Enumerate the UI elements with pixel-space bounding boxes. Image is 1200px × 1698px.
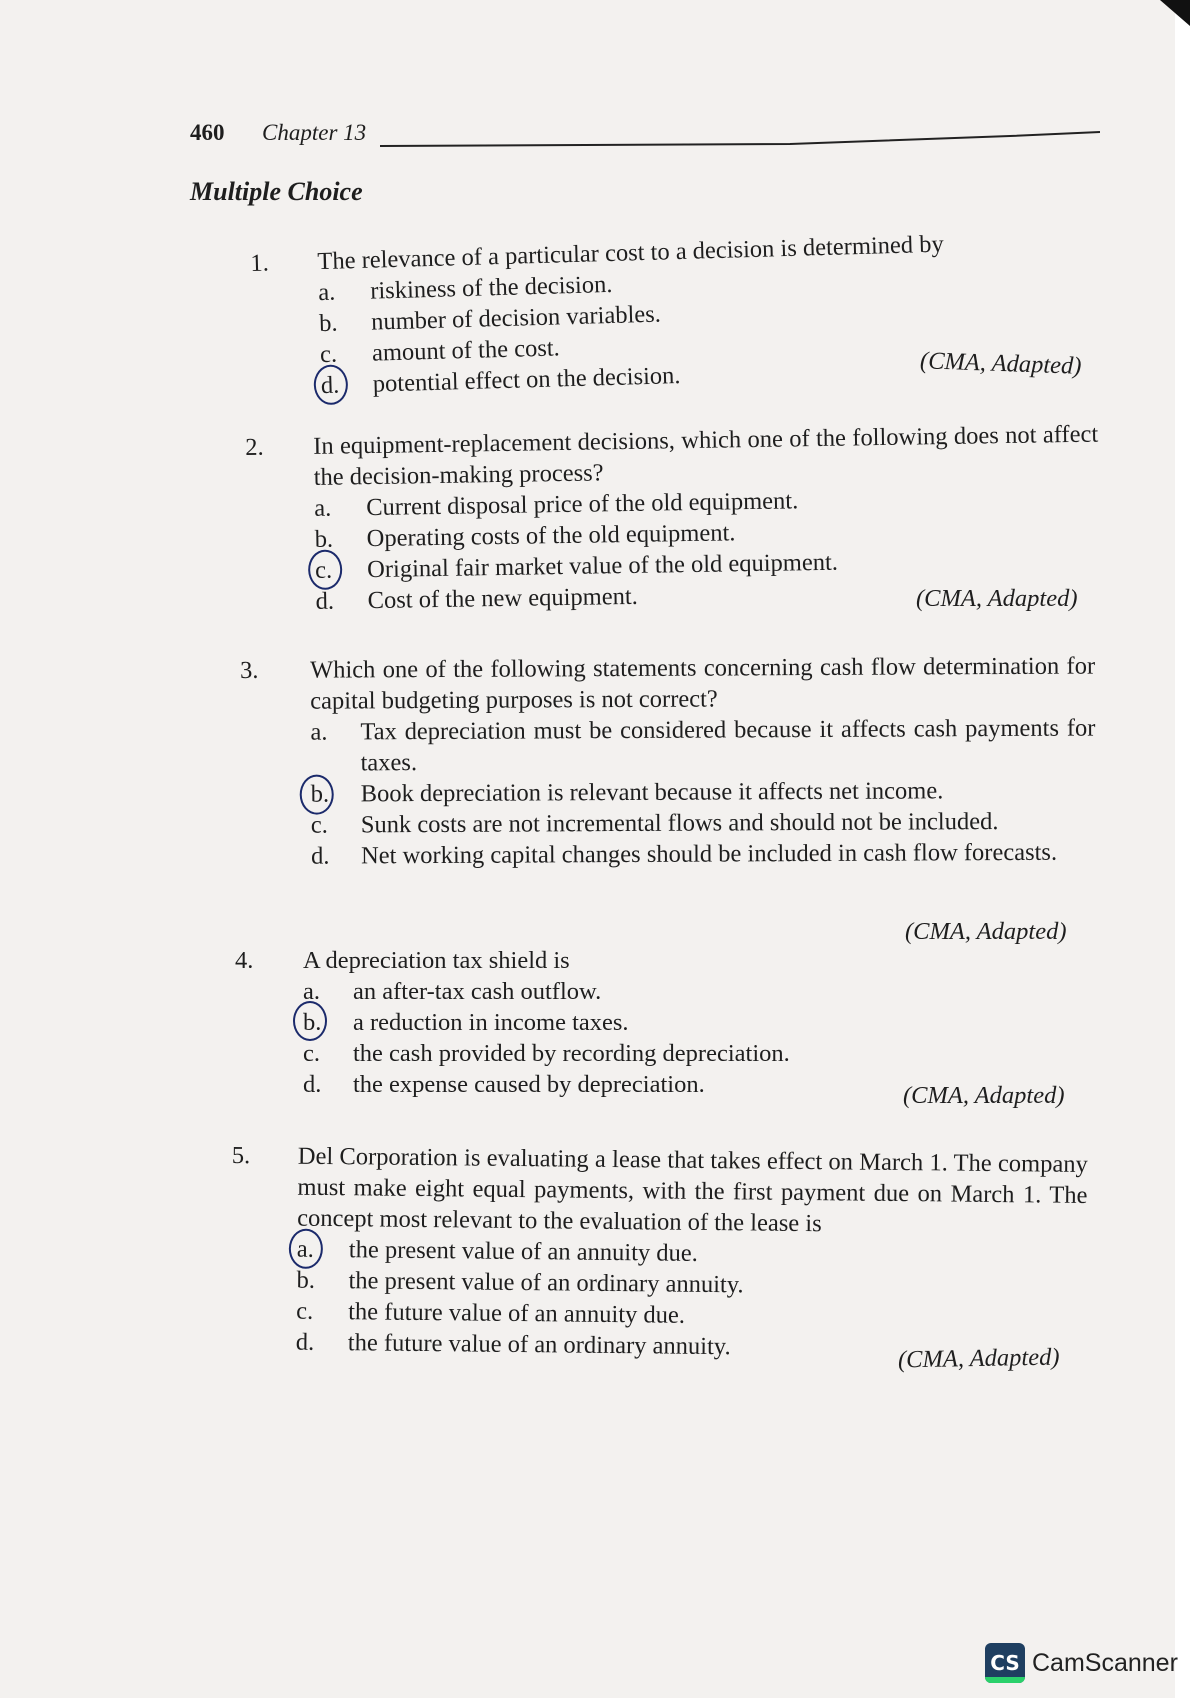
- option-text: the present value of an annuity due.: [348, 1236, 698, 1267]
- logo-text: CS: [990, 1651, 1020, 1675]
- question-stem: A depreciation tax shield is: [303, 947, 570, 974]
- option-text: Net working capital changes should be included in cash flow forecasts.: [360, 838, 1058, 870]
- option-letter: a.: [313, 494, 332, 522]
- option-letter: a.: [310, 718, 328, 746]
- option-letter: c.: [319, 340, 338, 369]
- option-text: the future value of an ordinary annuity.: [347, 1329, 731, 1361]
- option-letter: b.: [314, 525, 334, 553]
- option-text: Cost of the new equipment.: [367, 582, 638, 615]
- question-number: 5.: [231, 1141, 251, 1170]
- option-text: an after-tax cash outflow.: [353, 978, 602, 1005]
- chapter-title: Chapter 13: [262, 120, 367, 145]
- option-a[interactable]: [310, 713, 1095, 779]
- option-letter: d.: [303, 1071, 322, 1098]
- option-text: Current disposal price of the old equipment.: [365, 487, 799, 522]
- answer-circle-mark: [300, 775, 334, 815]
- question-stem: In equipment-replacement decisions, which one of the following does not affect the decision-making process?: [313, 420, 1099, 491]
- option-text: Tax depreciation must be considered because it affects cash payments for taxes.: [360, 714, 1096, 777]
- header-rule: [190, 124, 1100, 154]
- option-c[interactable]: [311, 806, 1096, 841]
- question-number: 3.: [240, 656, 259, 684]
- option-letter: a.: [317, 278, 336, 307]
- option-text: riskiness of the decision.: [369, 270, 613, 305]
- source-citation: (CMA, Adapted): [919, 347, 1082, 380]
- option-text: Operating costs of the old equipment.: [366, 519, 736, 553]
- question-5: [230, 1140, 1092, 1379]
- option-text: potential effect on the decision.: [372, 362, 681, 398]
- source-citation: (CMA, Adapted): [916, 585, 1078, 612]
- option-letter: d.: [310, 842, 330, 870]
- option-letter: d.: [320, 371, 340, 400]
- question-number: 1.: [250, 249, 270, 277]
- option-text: number of decision variables.: [370, 300, 662, 336]
- option-text: a reduction in income taxes.: [353, 1009, 629, 1036]
- question-stem: Del Corporation is evaluating a lease that takes effect on March 1. The company must make eight equal payments, with the first payment due on March 1. The concept most relevant to the evaluation of the lease is: [297, 1142, 1088, 1238]
- question-number: 4.: [235, 947, 254, 974]
- option-a[interactable]: [303, 976, 1083, 1007]
- option-text: the cash provided by recording depreciation.: [353, 1040, 790, 1067]
- option-letter: c.: [296, 1297, 314, 1325]
- option-text: Original fair market value of the old equipment.: [366, 548, 839, 584]
- camscanner-logo-icon: [985, 1643, 1025, 1683]
- option-letter: d.: [315, 587, 335, 615]
- option-text: Book depreciation is relevant because it affects net income.: [360, 777, 944, 808]
- option-text: the present value of an ordinary annuity.: [348, 1267, 744, 1299]
- source-citation: (CMA, Adapted): [905, 918, 1067, 945]
- source-citation: (CMA, Adapted): [897, 1343, 1060, 1374]
- question-3: [240, 650, 1101, 914]
- option-letter: c.: [303, 1040, 320, 1067]
- question-stem: The relevance of a particular cost to a decision is determined by: [317, 230, 945, 276]
- page-number: 460: [190, 120, 225, 145]
- answer-circle-mark: [293, 1001, 327, 1041]
- option-letter: d.: [295, 1328, 315, 1356]
- option-letter: c.: [310, 811, 328, 839]
- logo-bar: [985, 1677, 1025, 1683]
- option-text: the future value of an annuity due.: [348, 1298, 686, 1329]
- option-b[interactable]: [311, 775, 1096, 810]
- option-text: amount of the cost.: [371, 334, 561, 367]
- option-d[interactable]: [311, 837, 1096, 903]
- option-text: Sunk costs are not incremental flows and should not be included.: [360, 808, 999, 839]
- option-letter: c.: [314, 556, 333, 584]
- option-letter: b.: [318, 309, 338, 338]
- option-letter: b.: [310, 780, 330, 808]
- question-number: 2.: [245, 433, 264, 461]
- option-text: the expense caused by depreciation.: [353, 1071, 705, 1098]
- page-margin: [1175, 0, 1200, 1698]
- option-letter: a.: [296, 1235, 315, 1263]
- option-letter: b.: [303, 1009, 322, 1036]
- option-letter: b.: [296, 1266, 316, 1294]
- camscanner-label: CamScanner: [1032, 1649, 1178, 1677]
- question-stem: Which one of the following statements concerning cash flow determination for capital budgeting purposes is not correct?: [310, 652, 1096, 715]
- section-title: Multiple Choice: [190, 177, 363, 206]
- option-b[interactable]: [303, 1007, 1083, 1038]
- option-c[interactable]: [303, 1038, 1083, 1069]
- source-citation: (CMA, Adapted): [903, 1082, 1065, 1109]
- option-letter: a.: [303, 978, 320, 1005]
